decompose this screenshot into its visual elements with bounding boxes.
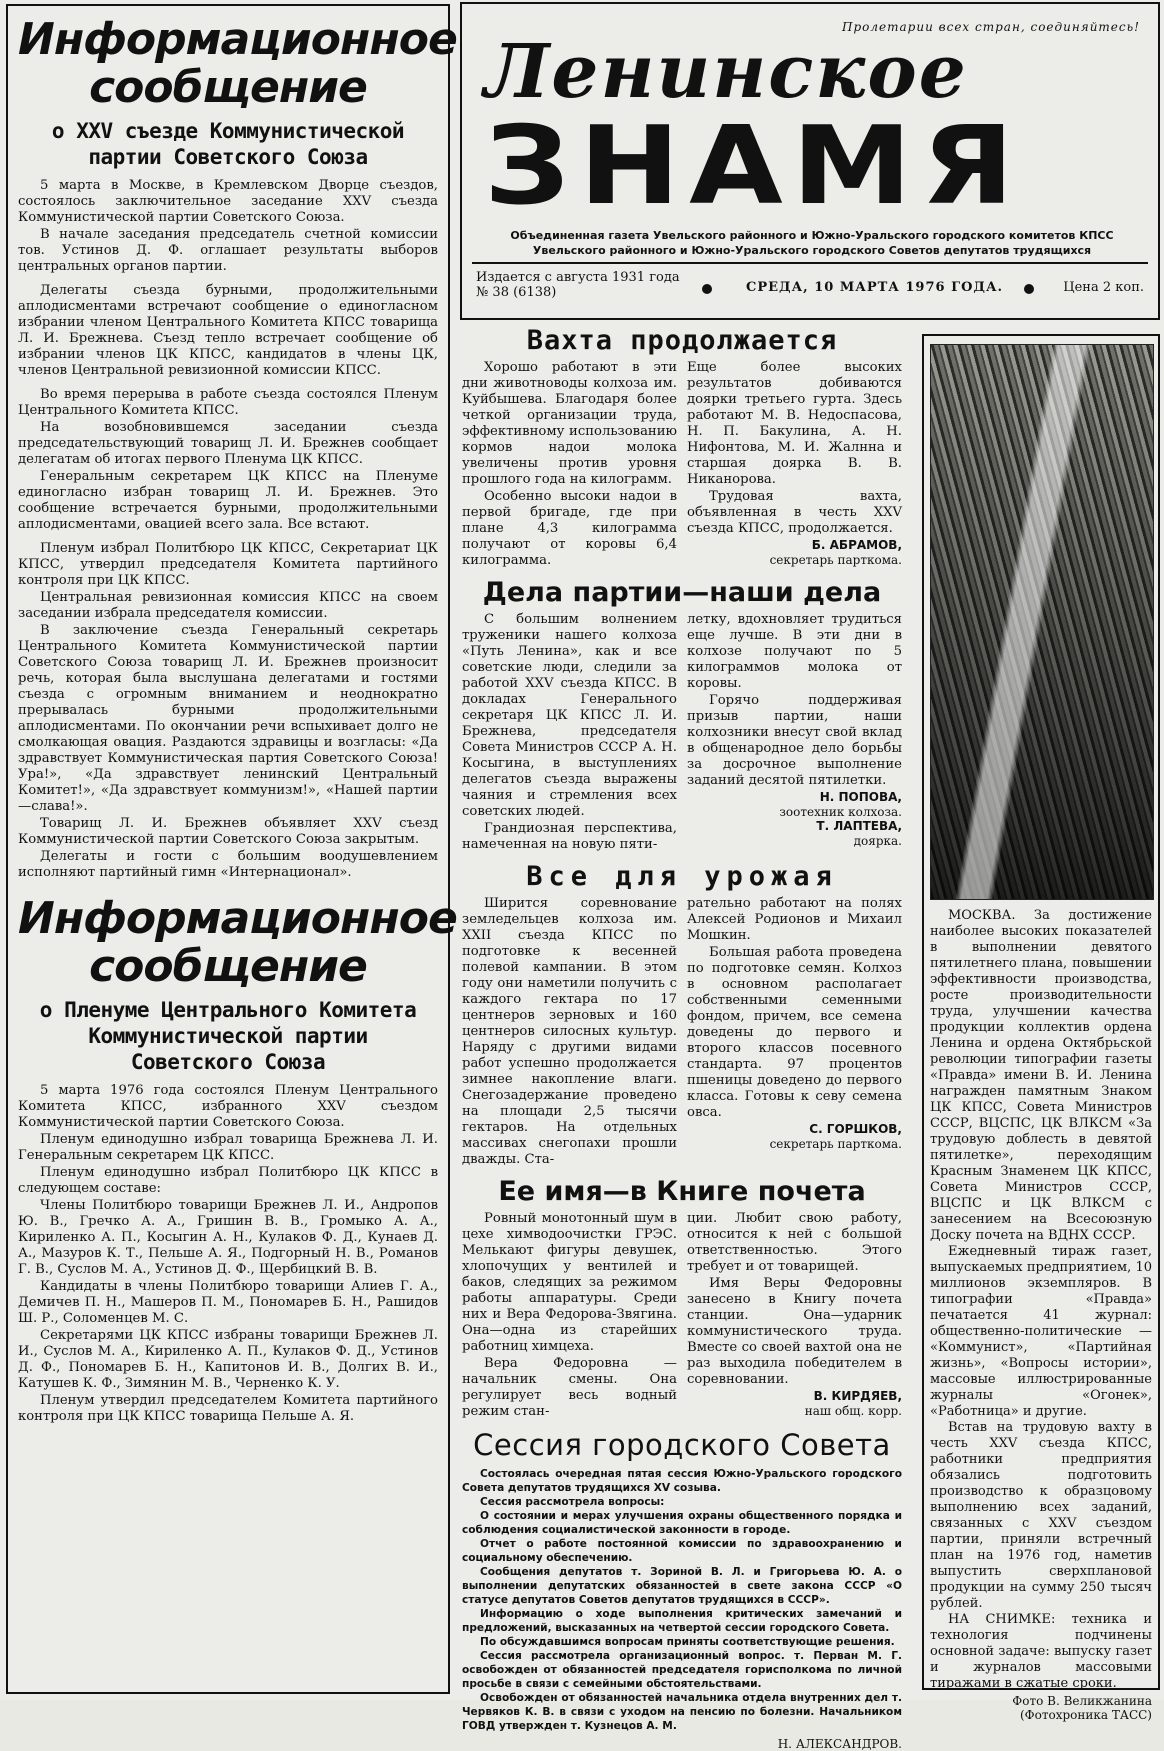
- article-paragraph: Еще более высоких результатов добиваются доярки третьего гурта. Здесь работают М. В. Недоспасова, Н. П. Бакулина, А. Н. Нифонтова, М. И. Жалнна и старшая доярка В. В. Никанорова.: [687, 360, 902, 487]
- article-paragraph: Особенно высоки надои в первой бригаде, где при плане 4,3 килограмма получают от коровы 6,4 килограмма.: [462, 489, 677, 568]
- masthead-subtitle: [482, 228, 1142, 258]
- info-message-congress: [18, 14, 457, 881]
- article-kniga-title: Ее имя—в Книге почета: [498, 1176, 866, 1207]
- info-message-plenum: [18, 893, 457, 1425]
- article-urozhay: [462, 860, 902, 1169]
- masthead-published: Издается с августа 1931 года: [476, 270, 680, 285]
- info2-title-line2: сообщение: [89, 941, 367, 992]
- info1-paragraph: Делегаты съезда бурными, продолжительными аплодисментами встречают сообщение о единогласном избрании членом Центрального Комитета КПСС товарища Л. И. Брежнева. Съезд тепло встречает сообщение об избрании членов ЦК КПСС, кандидатов в члены ЦК, членов Центральной ревизионной комиссии КПСС.: [18, 283, 438, 378]
- article-dela-signature2: Т. ЛАПТЕВА,: [816, 819, 902, 833]
- info2-subtitle-line1: о Пленуме Центрального Комитета: [39, 998, 417, 1022]
- article-kniga-signature: В. КИРДЯЕВ,: [813, 1389, 902, 1403]
- info1-paragraph: В заключение съезда Генеральный секретарь Центрального Комитета Коммунистической партии Советского Союза товарищ Л. И. Брежнев произносит речь, которая была выслушана делегатами и гостями съезда с огромным вниманием и неоднократно прерывалась бурными продолжительными аплодисментами. По окончании речи вспыхивает долго не смолкающая овация. Раздаются здравицы и возгласы: «Да здравствует Коммунистическая партия Советского Союза! Ура!», «Да здравствует ленинский Центральный Комитет!», «Да здравствует коммунизм!», «Нашей партии—слава!».: [18, 623, 438, 814]
- article-dela-columns: [462, 612, 902, 854]
- article-vakhta-title: Вахта продолжается: [526, 325, 838, 356]
- article-urozhay-signature: С. ГОРШКОВ,: [809, 1122, 902, 1136]
- info1-subtitle-line2: партии Советского Союза: [88, 145, 368, 169]
- article-paragraph: Хорошо работают в эти дни животноводы колхоза им. Куйбышева. Благодаря более четкой организации труда, эффективному использованию кормов надои молока увеличены против уровня прошлого года на килограмм.: [462, 360, 677, 487]
- session-paragraph: По обсуждавшимся вопросам приняты соответствующие решения.: [480, 1636, 895, 1648]
- session-paragraph: О состоянии и мерах улучшения охраны общественного порядка и соблюдения социалистической законности в городе.: [462, 1510, 902, 1536]
- article-paragraph: С большим волнением труженики нашего колхоза «Путь Ленина», как и все советские люди, следили за работой XXV съезда КПСС. В докладах Генерального секретаря ЦК КПСС Л. И. Брежнева, председателя Совета Министров СССР А. Н. Косыгина, в выступлениях делегатов съезда выражены чаяния и стремления всех советских людей.: [462, 612, 677, 819]
- session-paragraph: Освобожден от обязанностей начальника отдела внутренних дел т. Червяков К. В. в связи с уходом на пенсию по болезни. Начальником ГОВД утвержден т. Кузнецов А. М.: [462, 1692, 902, 1732]
- article-paragraph: Трудовая вахта, объявленная в честь XXV съезда КПСС, продолжается.: [687, 489, 902, 536]
- right-column: [922, 334, 1160, 1722]
- info2-subtitle-line2: Коммунистической партии: [88, 1024, 368, 1048]
- article-kniga-signature-role: наш общ. корр.: [804, 1404, 902, 1418]
- info2-paragraph: Пленум единодушно избрал Политбюро ЦК КПСС в следующем составе:: [18, 1165, 438, 1196]
- info1-paragraph: На возобновившемся заседании съезда председательствующий товарищ Л. И. Брежнев сообщает делегатам об итогах первого Пленума ЦК КПСС.: [18, 420, 438, 467]
- article-urozhay-col1: [462, 896, 677, 1169]
- session-paragraph: Отчет о работе постоянной комиссии по здравоохранению и социальному обеспечению.: [462, 1538, 902, 1564]
- masthead-subtitle-line1: Объединенная газета Увельского районного и Южно-Уральского городского комитетов КПСС: [510, 229, 1114, 242]
- article-urozhay-title: Все для урожая: [526, 861, 838, 892]
- info1-title-line2: сообщение: [89, 62, 367, 113]
- factory-photo: [930, 344, 1154, 900]
- photo-credit-line1: Фото В. Великжанина: [1012, 1694, 1152, 1708]
- article-kniga-col1: [462, 1211, 677, 1421]
- info1-paragraph: В начале заседания председатель счетной комиссии тов. Устинов Д. Ф. оглашает результаты выборов центральных органов партии.: [18, 227, 438, 274]
- info1-paragraph: Генеральным секретарем ЦК КПСС на Пленуме единогласно избран товарищ Л. И. Брежнев. Это сообщение встречается бурными, продолжительными аплодисментами, овацией всего зала. Все встают.: [18, 469, 438, 532]
- photo-caption: [930, 908, 1152, 1722]
- article-paragraph: летку, вдохновляет трудиться еще лучше. В эти дни в колхозе получают по 5 килограммов молока от коровы.: [687, 612, 902, 691]
- article-vakhta-columns: [462, 360, 902, 570]
- caption-paragraph: НА СНИМКЕ: техника и технология подчинены основной задаче: выпуску газет и журналов массовыми тиражами в сжатые сроки.: [930, 1612, 1152, 1691]
- article-kniga-columns: [462, 1211, 902, 1421]
- masthead-rule: [472, 262, 1148, 264]
- article-paragraph: Горячо поддерживая призыв партии, наши колхозники внесут свой вклад в общенародное дело борьбы за досрочное выполнение заданий десятой пятилетки.: [687, 693, 902, 788]
- info1-subtitle-line1: о XXV съезде Коммунистической: [51, 119, 405, 143]
- masthead-info: [476, 270, 1144, 310]
- session-paragraph: Сообщения депутатов т. Зориной В. Л. и Григорьева Ю. А. о выполнении депутатских обязанностей в свете закона СССР «О статусе депутатов Советов депутатов трудящихся в СССР».: [462, 1566, 902, 1606]
- article-dela-signature1-role: зоотехник колхоза.: [779, 805, 902, 819]
- article-urozhay-signature-role: секретарь парткома.: [769, 1137, 902, 1151]
- article-sessiya: [462, 1427, 902, 1751]
- article-sessiya-signature: Н. АЛЕКСАНДРОВ.: [777, 1737, 902, 1751]
- info2-paragraph: Пленум единодушно избрал товарища Брежнева Л. И. Генеральным секретарем ЦК КПСС.: [18, 1132, 438, 1163]
- info2-paragraph: Члены Политбюро товарищи Брежнев Л. И., Андропов Ю. В., Гречко А. А., Гришин В. В., Громыко А. А., Кириленко А. П., Косыгин А. Н., Кулаков Ф. Д., Кунаев Д. А., Мазуров К. Т., Пельше А. Я., Подгорный Н. В., Романов Г. В., Суслов М. А., Устинов Д. Ф., Щербицкий В. В.: [18, 1198, 438, 1277]
- info2-paragraph: Секретарями ЦК КПСС избраны товарищи Брежнев Л. И., Суслов М. А., Кириленко А. П., Кулаков Ф. Д., Устинов Д. Ф., Пономарев Б. Н., Капитонов И. В., Долгих В. И., Катушев К. Ф., Зимянин М. В., Черненко К. У.: [18, 1328, 438, 1391]
- newspaper-name-line2: ЗНАМЯ: [484, 104, 1024, 229]
- info1-body: [18, 178, 438, 881]
- info1-paragraph: 5 марта в Москве, в Кремлевском Дворце съездов, состоялось заключительное заседание XXV съезда Коммунистической партии Советского Союза.: [18, 178, 438, 225]
- photo-credit-line2: (Фотохроника ТАСС): [1019, 1708, 1152, 1722]
- caption-paragraph: Встав на трудовую вахту в честь XXV съезда КПСС, работники предприятия обязались подготовить производство к образцовому выполнению всех заданий, связанных с XXV съездом партии, приняли встречный план на 1976 год, наметив выпустить сверхплановой продукции на сумму 250 тысяч рублей.: [930, 1420, 1152, 1611]
- article-dela-title: Дела партии—наши дела: [482, 577, 882, 608]
- info1-paragraph: Пленум избрал Политбюро ЦК КПСС, Секретариат ЦК КПСС, утвердил председателя Комитета партийного контроля при ЦК КПСС.: [18, 541, 438, 588]
- caption-paragraph: Ежедневный тираж газет, выпускаемых предприятием, 10 миллионов экземпляров. В типографии «Правда» печатается 41 журнал: общественно-политические — «Коммунист», «Партийная жизнь», «Вопросы истории», массовые иллюстрированные журналы «Огонек», «Работница» и другие.: [930, 1244, 1152, 1419]
- article-kniga-col2: [687, 1211, 902, 1421]
- info2-paragraph: Пленум утвердил председателем Комитета партийного контроля при ЦК КПСС товарища Пельше А. Я.: [18, 1393, 438, 1424]
- info2-subtitle-line3: Советского Союза: [130, 1050, 326, 1074]
- article-vakhta-signature: Б. АБРАМОВ,: [811, 538, 902, 552]
- article-vakhta-col1: [462, 360, 677, 570]
- middle-column: [462, 324, 902, 1751]
- info2-paragraph: Кандидаты в члены Политбюро товарищи Алиев Г. А., Демичев П. Н., Машеров П. М., Пономарев Б. Н., Рашидов Ш. Р., Соломенцев М. С.: [18, 1279, 438, 1326]
- session-paragraph: Состоялась очередная пятая сессия Южно-Уральского городского Совета депутатов трудящихся XV созыва.: [462, 1468, 902, 1494]
- masthead-subtitle-line2: Увельского районного и Южно-Уральского городского Советов депутатов трудящихся: [532, 244, 1092, 257]
- masthead-issue: № 38 (6138): [476, 285, 557, 300]
- article-paragraph: Имя Веры Федоровны занесено в Книгу почета станции. Она—ударник коммунистического труда. Вместе со своей вахтой она не раз выходила победителем в соревновании.: [687, 1276, 902, 1387]
- left-column: [6, 4, 457, 1694]
- article-vakhta: [462, 324, 902, 570]
- info1-paragraph: Центральная ревизионная комиссия КПСС на своем заседании избрала председателя комиссии.: [18, 590, 438, 621]
- article-dela-signature2-role: доярка.: [853, 834, 902, 848]
- masthead-price: Цена 2 коп.: [1063, 280, 1144, 295]
- info2-title-line1: Информационное: [18, 893, 457, 944]
- info1-title-line1: Информационное: [18, 14, 457, 65]
- caption-paragraph: МОСКВА. За достижение наиболее высоких показателей в выполнении девятого пятилетнего плана, повышении эффективности производства, росте производительности труда, улучшении качества продукции коллектив ордена Ленина и ордена Октябрьской революции типографии газеты «Правда» имени В. И. Ленина награжден памятным Знаком ЦК КПСС, Совета Министров СССР, ВЦСПС, ЦК ВЛКСМ «За трудовую доблесть в девятой пятилетке», переходящим Красным Знаменем ЦК КПСС, Совета Министров СССР, ВЦСПС и ЦК ВЛКСМ с занесением на Всесоюзную Доску почета на ВДНХ СССР.: [930, 908, 1152, 1243]
- article-vakhta-signature-role: секретарь парткома.: [769, 553, 902, 567]
- bullet-dot-icon: [702, 284, 712, 294]
- session-paragraph: Сессия рассмотрела организационный вопрос. т. Перван М. Г. освобожден от обязанностей председателя горисполкома по личной просьбе в связи с семейными обстоятельствами.: [462, 1650, 902, 1690]
- article-dela-col2: [687, 612, 902, 854]
- article-dela-col1: [462, 612, 677, 854]
- masthead-slogan: Пролетарии всех стран, соединяйтесь!: [842, 20, 1140, 34]
- article-paragraph: рательно работают на полях Алексей Родионов и Михаил Мошкин.: [687, 896, 902, 943]
- article-paragraph: Вера Федоровна — начальник смены. Она регулирует весь водный режим стан-: [462, 1356, 677, 1419]
- newspaper-name-line1: Ленинское: [484, 29, 968, 115]
- article-vakhta-col2: [687, 360, 902, 570]
- masthead: [460, 2, 1160, 320]
- article-paragraph: Грандиозная перспектива, намеченная на новую пяти-: [462, 821, 677, 852]
- info1-paragraph: Во время перерыва в работе съезда состоялся Пленум Центрального Комитета КПСС.: [18, 387, 438, 418]
- article-paragraph: Ширится соревнование земледельцев колхоза им. XXII съезда КПСС по подготовке к весенней полевой кампании. В этом году они наметили получить с каждого гектара по 17 центнеров зерновых и 160 центнеров силосных культур. Наряду с другими видами работ успешно продолжается зимнее накопление влаги. Снегозадержание проведено на площади 2,5 тысячи гектаров. На отдельных массивах снегопахи прошли дважды. Ста-: [462, 896, 677, 1167]
- article-kniga: [462, 1175, 902, 1421]
- article-paragraph: Большая работа проведена по подготовке семян. Колхоз в основном располагает собственными семенными фондом, причем, все семена доведены до первого и второго классов посевного стандарта. 97 процентов пшеницы доведено до первого класса. Готовы к севу семена овса.: [687, 945, 902, 1120]
- info1-paragraph: Товарищ Л. И. Брежнев объявляет XXV съезд Коммунистической партии Советского Союза закрытым.: [18, 816, 438, 847]
- article-sessiya-title: Сессия городского Совета: [473, 1428, 891, 1462]
- info2-paragraph: 5 марта 1976 года состоялся Пленум Центрального Комитета КПСС, избранного XXV съездом Коммунистической партии Советского Союза.: [18, 1083, 438, 1130]
- info1-paragraph: Делегаты и гости с большим воодушевлением исполняют партийный гимн «Интернационал».: [18, 849, 438, 880]
- info2-body: [18, 1083, 438, 1425]
- article-dela: [462, 576, 902, 854]
- article-urozhay-columns: [462, 896, 902, 1169]
- session-paragraph: Информацию о ходе выполнения критических замечаний и предложений, высказанных на четвертой сессии городского Совета.: [462, 1608, 902, 1634]
- masthead-date: СРЕДА, 10 МАРТА 1976 ГОДА.: [746, 280, 1004, 295]
- bullet-dot-icon: [1024, 284, 1034, 294]
- session-paragraph: Сессия рассмотрела вопросы:: [480, 1496, 665, 1508]
- masthead-publication: [476, 270, 680, 300]
- article-dela-signature1: Н. ПОПОВА,: [819, 790, 902, 804]
- article-paragraph: ции. Любит свою работу, относится к ней с большой ответственностью. Этого требует и от товарищей.: [687, 1211, 902, 1274]
- article-urozhay-col2: [687, 896, 902, 1169]
- article-sessiya-body: [462, 1467, 902, 1751]
- article-paragraph: Ровный монотонный шум в цехе химводоочистки ГРЭС. Мелькают фигуры девушек, хлопочущих у вентилей и баков, следящих за режимом работы аппаратуры. Среди них и Вера Федорова-Звягина. Она—одна из старейших работниц химцеха.: [462, 1211, 677, 1354]
